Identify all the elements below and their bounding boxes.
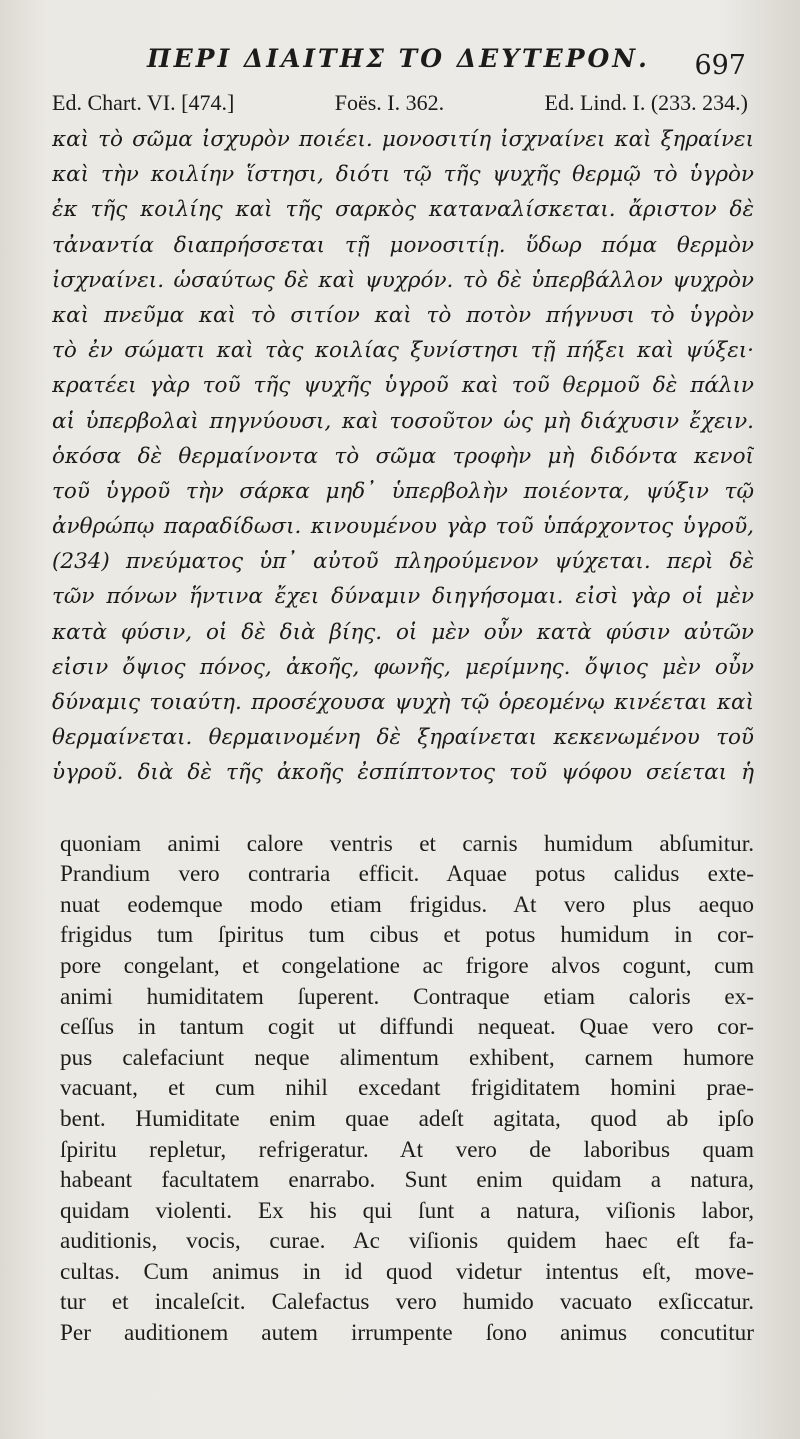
- running-head: [52, 40, 754, 86]
- greek-line: εἰσιν ὄψιος πόνος, ἀκοῆς, φωνῆς, μερίμνης. ὄψιος μὲν οὖν: [52, 654, 754, 680]
- edition-lind-ref: Ed. Lind. I. (233. 234.): [544, 90, 748, 115]
- greek-line: αἱ ὑπερβολαὶ πηγνύουσι, καὶ τοσοῦτον ὡς μὴ διάχυσιν ἔχειν.: [52, 408, 754, 434]
- greek-line: καὶ τὸ σῶμα ἰσχυρὸν ποιέει. μονοσιτίη ἰσχναίνει καὶ ξηραίνει: [52, 127, 754, 152]
- latin-line: pore congelant, et congelatione ac frigore alvos cogunt, cum: [60, 952, 754, 979]
- greek-line: ὑγροῦ. διὰ δὲ τῆς ἀκοῆς ἐσπίπτοντος τοῦ ψόφου σείεται ἡ: [52, 760, 754, 786]
- greek-line: θερμαίνεται. θερμαινομένη δὲ ξηραίνεται κεκενωμένου τοῦ: [52, 725, 754, 751]
- latin-line: frigidus tum ſpiritus tum cibus et potus humidum in cor-: [60, 922, 754, 949]
- latin-line: ceſſus in tantum cogit ut diffundi nequeat. Quae vero cor-: [60, 1014, 754, 1041]
- greek-line: καὶ πνεῦμα καὶ τὸ σιτίον καὶ τὸ ποτὸν πήγνυσι τὸ ὑγρὸν: [52, 302, 754, 328]
- latin-line: pus calefaciunt neque alimentum exhibent, carnem humore: [60, 1044, 754, 1071]
- greek-line: κατὰ φύσιν, οἱ δὲ διὰ βίης. οἱ μὲν οὖν κατὰ φύσιν αὐτῶν: [52, 619, 754, 645]
- section-gap: [52, 791, 754, 829]
- latin-line: auditionis, vocis, curae. Ac viſionis quidem haec eſt fa-: [60, 1228, 754, 1255]
- latin-line: vacuant, et cum nihil excedant frigiditatem homini prae-: [60, 1075, 754, 1102]
- page-number: 697: [694, 50, 746, 81]
- greek-line: τοῦ ὑγροῦ τὴν σάρκα μηδ᾽ ὑπερβολὴν ποιέοντα, ψύξιν τῷ: [52, 478, 754, 504]
- greek-line: ἐκ τῆς κοιλίης καὶ τῆς σαρκὸς καταναλίσκεται. ἄριστον δὲ: [52, 197, 754, 223]
- latin-line: cultas. Cum animus in id quod videtur intentus eſt, move-: [60, 1258, 754, 1285]
- greek-line: τῶν πόνων ἥντινα ἔχει δύναμιν διηγήσομαι. εἰσὶ γὰρ οἱ μὲν: [52, 584, 754, 610]
- greek-line: ἰσχναίνει. ὡσαύτως δὲ καὶ ψυχρόν. τὸ δὲ ὑπερβάλλον ψυχρὸν: [52, 267, 754, 293]
- edition-chart-ref: Ed. Chart. VI. [474.]: [52, 90, 235, 115]
- greek-line: τὸ ἐν σώματι καὶ τὰς κοιλίας ξυνίστησι τῇ πήξει καὶ ψύξει·: [52, 338, 754, 364]
- greek-line: (234) πνεύματος ὑπ᾽ αὐτοῦ πληρούμενον ψύχεται. περὶ δὲ: [52, 549, 754, 575]
- latin-line: tur et incaleſcit. Calefactus vero humido vacuato exſiccatur.: [60, 1289, 754, 1316]
- running-title: ΠΕΡΙ ΔΙΑΙΤΗΣ ΤΟ ΔΕΥΤΕΡΟΝ.: [147, 44, 650, 73]
- greek-line: κρατέει γὰρ τοῦ τῆς ψυχῆς ὑγροῦ καὶ τοῦ θερμοῦ δὲ πάλιν: [52, 373, 754, 399]
- greek-line: ὁκόσα δὲ θερμαίνοντα τὸ σῶμα τροφὴν μὴ διδόντα κενοῖ: [52, 443, 754, 469]
- latin-line: quidam violenti. Ex his qui ſunt a natura, viſionis labor,: [60, 1197, 754, 1224]
- greek-line: ἀνθρώπῳ παραδίδωσι. κινουμένου γὰρ τοῦ ὑπάρχοντος ὑγροῦ,: [52, 514, 754, 540]
- edition-references: [52, 86, 754, 120]
- latin-line: quoniam animi calore ventris et carnis humidum abſumitur.: [60, 830, 754, 857]
- latin-text-block: [60, 829, 754, 1349]
- latin-line: Per auditionem autem irrumpente ſono animus concutitur: [60, 1320, 754, 1347]
- latin-line: ſpiritu repletur, refrigeratur. At vero de laboribus quam: [60, 1136, 754, 1163]
- edition-foes-ref: Foës. I. 362.: [334, 90, 445, 115]
- greek-text-block: [52, 122, 754, 791]
- latin-line: nuat eodemque modo etiam frigidus. At vero plus aequo: [60, 891, 754, 918]
- latin-line: bent. Humiditate enim quae adeſt agitata, quod ab ipſo: [60, 1105, 754, 1132]
- greek-line: τἀναντία διαπρήσσεται τῇ μονοσιτίῃ. ὕδωρ πόμα θερμὸν: [52, 232, 754, 258]
- greek-line: καὶ τὴν κοιλίην ἵστησι, διότι τῷ τῆς ψυχῆς θερμῷ τὸ ὑγρὸν: [52, 162, 754, 188]
- greek-line: δύναμις τοιαύτη. προσέχουσα ψυχὴ τῷ ὁρεομένῳ κινέεται καὶ: [52, 690, 754, 715]
- latin-line: habeant facultatem enarrabo. Sunt enim quidam a natura,: [60, 1167, 754, 1194]
- latin-line: animi humiditatem ſuperent. Contraque etiam caloris ex-: [60, 983, 754, 1010]
- latin-line: Prandium vero contraria efficit. Aquae potus calidus exte-: [60, 861, 754, 888]
